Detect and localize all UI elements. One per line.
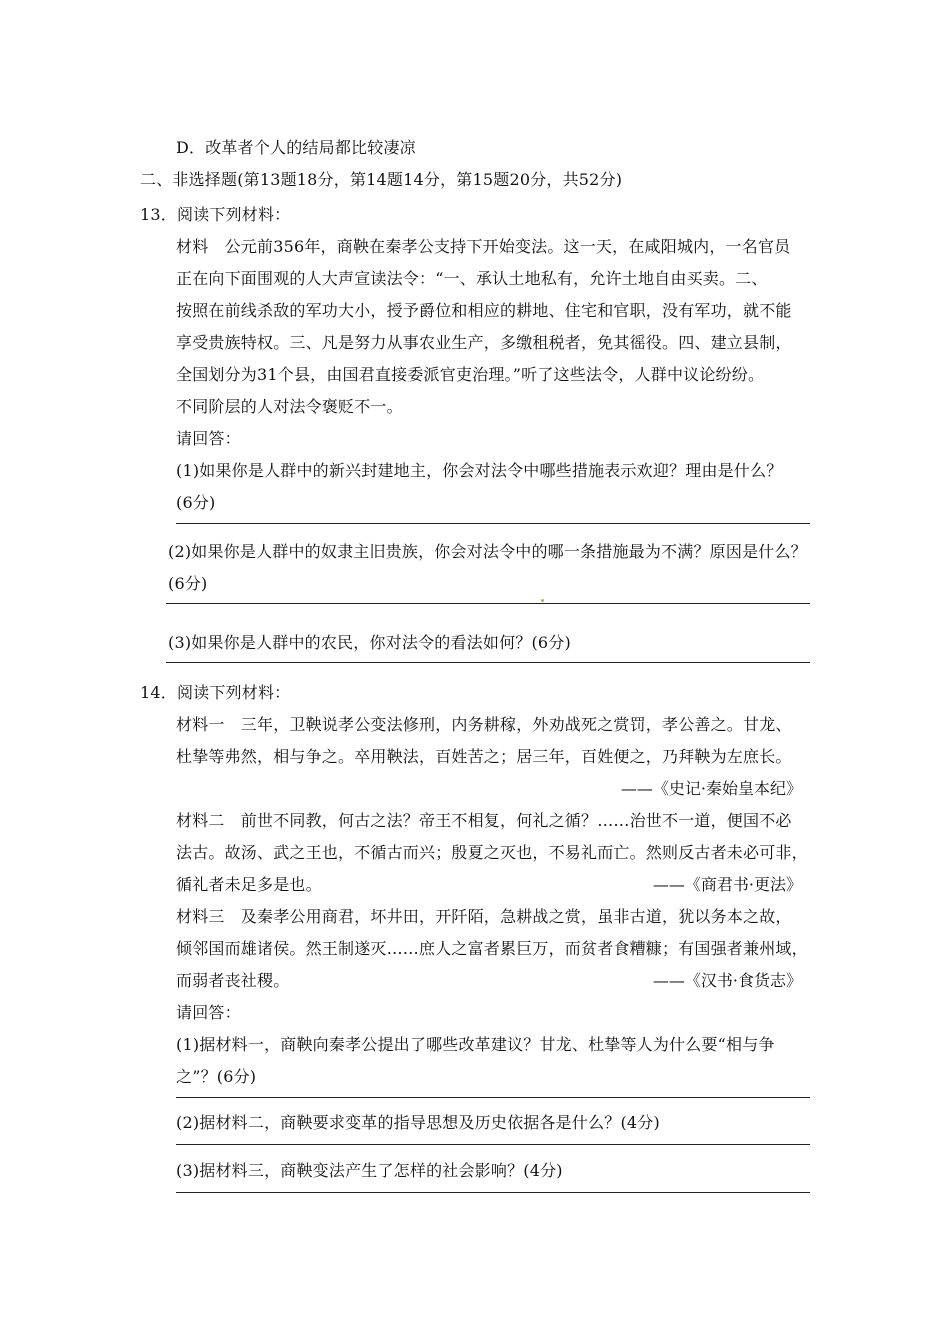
q14-m2-line: 循礼者未足多是也。 [176,875,322,894]
q13-title: 13．阅读下列材料： [140,205,291,224]
q13-sub1-line2: (6分) [176,493,216,512]
section-heading: 二、非选择题(第13题18分，第14题14分，第15题20分，共52分) [140,170,623,189]
prev-option-d: D．改革者个人的结局都比较凄凉 [176,138,416,157]
q14-m1-source: ——《史记·秦始皇本纪》 [620,779,802,798]
q13-material-line: 享受贵族特权。三、凡是努力从事农业生产，多缴租税者，免其徭役。四、建立县制， [176,333,792,352]
answer-line [166,662,810,663]
q14-m3-source: ——《汉书·食货志》 [652,971,802,990]
answer-line [166,603,810,604]
q13-ask: 请回答： [176,429,241,448]
q14-m3-line: 材料三 及秦孝公用商君，坏井田，开阡陌，急耕战之赏，虽非古道，犹以务本之故， [176,907,792,926]
q13-sub2-line2: (6分) [168,574,208,593]
q14-m2-line: 法古。故汤、武之王也，不循古而兴；殷夏之灭也，不易礼而亡。然则反古者未必可非， [176,843,808,862]
q13-sub3: (3)如果你是人群中的农民，你对法令的看法如何？(6分) [168,633,571,652]
answer-line [176,1192,810,1193]
q14-m2-line: 材料二 前世不同教，何古之法？帝王不相复，何礼之循？……治世不一道，便国不必 [176,811,792,830]
q14-sub1-line2: 之”？(6分) [176,1067,257,1086]
q14-m1-line: 材料一 三年，卫鞅说孝公变法修刑，内务耕稼，外劝战死之赏罚，孝公善之。甘龙、 [176,715,792,734]
q13-sub1-line1: (1)如果你是人群中的新兴封建地主，你会对法令中哪些措施表示欢迎？理由是什么？ [176,461,783,480]
answer-line [176,1097,810,1098]
q13-material-line: 材料 公元前356年，商鞅在秦孝公支持下开始变法。这一天，在咸阳城内，一名官员 [176,237,791,256]
q13-material-line: 正在向下面围观的人大声宣读法令：“一、承认土地私有，允许土地自由买卖。二、 [176,269,768,288]
speck [541,599,544,602]
q13-material-line: 不同阶层的人对法令褒贬不一。 [176,397,403,416]
q14-sub3: (3)据材料三，商鞅变法产生了怎样的社会影响？(4分) [176,1161,563,1180]
q14-m1-line: 杜挚等弗然，相与争之。卒用鞅法，百姓苦之；居三年，百姓便之，乃拜鞅为左庶长。 [176,747,792,766]
q13-material-line: 全国划分为31个县，由国君直接委派官吏治理。”听了这些法令，人群中议论纷纷。 [176,365,765,384]
q14-m3-line: 而弱者丧社稷。 [176,971,290,990]
q14-ask: 请回答： [176,1003,241,1022]
q14-sub1-line1: (1)据材料一，商鞅向秦孝公提出了哪些改革建议？甘龙、杜挚等人为什么要“相与争 [176,1035,775,1054]
q13-sub2-line1: (2)如果你是人群中的奴隶主旧贵族，你会对法令中的哪一条措施最为不满？原因是什么？ [168,542,807,561]
q13-material-line: 按照在前线杀敌的军功大小，授予爵位和相应的耕地、住宅和官职，没有军功，就不能 [176,301,792,320]
q14-m3-line: 倾邻国而雄诸侯。然王制遂灭……庶人之富者累巨万，而贫者食糟糠；有国强者兼州域， [176,939,808,958]
answer-line [176,1144,810,1145]
q14-m2-source: ——《商君书·更法》 [652,875,802,894]
answer-line [176,523,810,524]
q14-title: 14．阅读下列材料： [140,683,291,702]
q14-sub2: (2)据材料二，商鞅要求变革的指导思想及历史依据各是什么？(4分) [176,1113,660,1132]
